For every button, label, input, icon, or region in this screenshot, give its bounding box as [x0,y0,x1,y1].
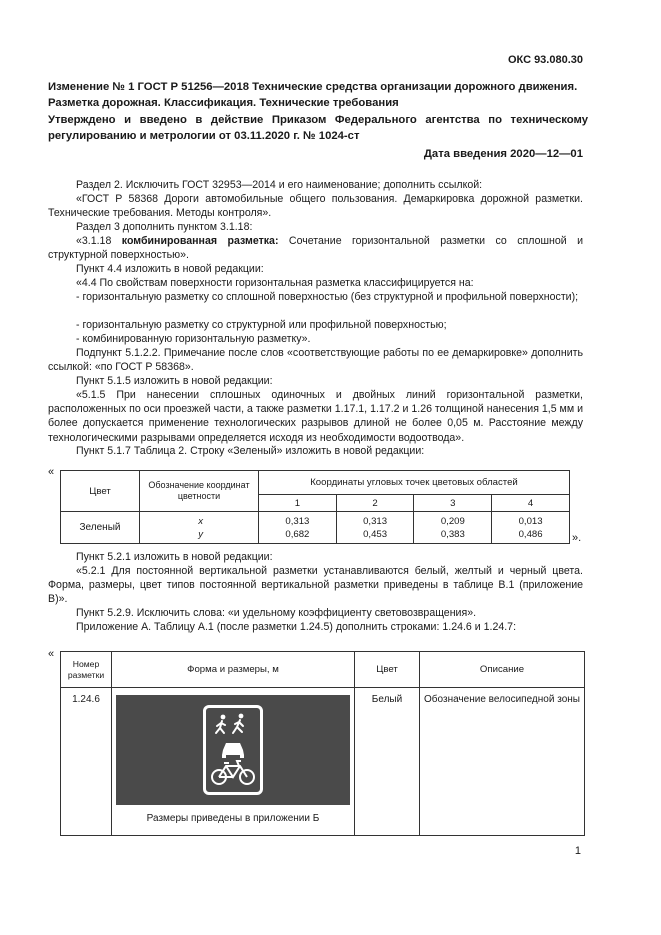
x-value: 0,313 [363,515,388,527]
y-value: 0,453 [363,528,388,540]
paragraph: Приложение А. Таблицу А.1 (после разметки 1.24.5) дополнить строками: 1.24.6 и 1.24.7: [76,621,517,633]
page-number: 1 [574,845,581,857]
y-value: 0,383 [440,528,465,540]
paragraph: Пункт 5.1.5 изложить в новой редакции: [76,375,273,387]
header-num: 4 [492,495,570,512]
pedestrian-icon [216,714,243,733]
header-num: 2 [336,495,414,512]
list-item: - горизонтальную разметку со структурной или профильной поверхностью; [76,319,447,331]
header-color: Цвет [61,471,140,512]
cell-coordinate [336,512,414,544]
row-number: 1.24.6 [61,688,112,836]
header-color: Цвет [355,652,420,688]
y-label: y [198,528,203,540]
paragraph-definition [48,234,583,262]
cell-coordinate [492,512,570,544]
definition-term: комбинированная разметка: [121,235,279,247]
list-item: - комбинированную горизонтальную разметку». [76,333,311,345]
x-label: x [198,515,203,527]
marking-table [60,651,585,836]
paragraph: Пункт 5.2.9. Исключить слова: «и удельному коэффициенту световозвращения». [76,607,477,619]
paragraph: Раздел 2. Исключить ГОСТ 32953—2014 и его наименование; дополнить ссылкой: [76,179,483,191]
cell-coordinate [414,512,492,544]
row-note: Размеры приведены в приложении Б [146,813,320,824]
marking-sign-image [116,695,350,805]
paragraph: Пункт 5.1.7 Таблица 2. Строку «Зеленый» изложить в новой редакции: [76,445,425,457]
bicycle-zone-icon [206,708,260,792]
car-icon [222,743,244,758]
x-value: 0,313 [285,515,310,527]
document-title: Изменение № 1 ГОСТ Р 51256—2018 Технические средства организации дорожного движения. Разметка дорожная. Классификация. Технические требования [48,81,578,109]
paragraph: «4.4 По свойствам поверхности горизонтальная разметка классифицируется на: [76,277,474,289]
list-item: - горизонтальную разметку со сплошной поверхностью (без структурной и профильной поверхности); [76,291,579,303]
paragraph: «ГОСТ Р 58368 Дороги автомобильные общего пользования. Демаркировка дорожной разметки. Технические требования. Методы контроля». [48,193,583,220]
header-number: Номер разметки [61,652,112,688]
paragraph: «5.1.5 При нанесении сплошных одиночных и двойных линий горизонтальной разметки, расположенных по оси проезжей части, а также разметки 1.17.1, 1.17.2 и 1.26 толщиной нанесения 1,5 мм и более допускается применение технологических разрывов длиной не более 0,05 м. Расстояние между технологическими разрывами определяется исходя из необходимости водоотвода». [48,389,583,444]
header-num: 3 [414,495,492,512]
effective-date: Дата введения 2020—12—01 [423,148,583,160]
y-value: 0,486 [518,528,543,540]
paragraph: «5.2.1 Для постоянной вертикальной разметки устанавливаются белый, желтый и черный цвета. Форма, размеры, цвет типов постоянной вертикальной разметки приведены в таблице В.1 (приложение В)». [48,565,583,606]
row-description: Обозначение велосипедной зоны [420,688,585,836]
bicycle-icon [212,761,254,784]
sign-frame [203,705,263,795]
chromaticity-table [60,470,570,544]
paragraph: Пункт 5.2.1 изложить в новой редакции: [76,551,273,563]
x-value: 0,209 [440,515,465,527]
classification-code: ОКС 93.080.30 [507,54,583,66]
cell-coordinate [259,512,337,544]
row-designation [140,512,259,544]
header-form: Форма и размеры, м [112,652,355,688]
header-coordinates: Координаты угловых точек цветовых областей [259,471,570,495]
quote-open: « [48,466,55,478]
paragraph: Подпункт 5.1.2.2. Примечание после слов «соответствующие работы по ее демаркировке» дополнить ссылкой: «по ГОСТ Р 58368». [48,347,583,374]
quote-open: « [48,648,55,660]
approval-statement: Утверждено и введено в действие Приказом Федерального агентства по техническому регулированию и метрологии от 03.11.2020 г. № 1024-ст [48,114,588,142]
paragraph: Раздел 3 дополнить пунктом 3.1.18: [76,221,253,233]
y-value: 0,682 [285,528,310,540]
header-designation: Обозначение координат цветности [140,471,259,512]
definition-prefix: «3.1.18 [76,235,122,247]
row-color: Белый [355,688,420,836]
definition-text: Сочетание горизонтальной разметки со сплошной и структурной поверхностью». [48,235,583,262]
row-form [112,688,355,836]
row-color: Зеленый [61,512,140,544]
x-value: 0,013 [518,515,543,527]
quote-close: ». [572,532,582,544]
paragraph: Пункт 4.4 изложить в новой редакции: [76,263,264,275]
header-num: 1 [259,495,337,512]
header-description: Описание [420,652,585,688]
